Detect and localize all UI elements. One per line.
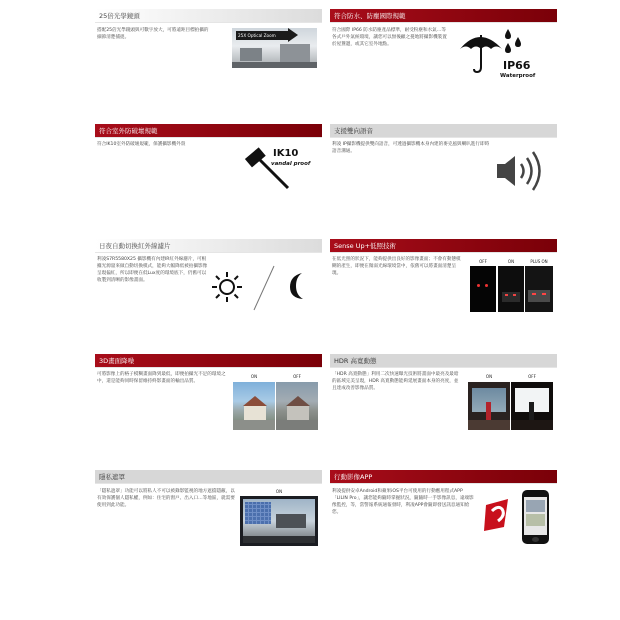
hdr-label-off: OFF — [528, 374, 536, 379]
mobile-app-section — [330, 470, 557, 484]
privacy-mask-desc: 「隱私遮罩」功能可以將私人不可以被錄影監視的地方遮擋隱蔽，以有效保護個人隱私權，例如：住宅的窗戶、出入口…等地區，就需要使用到此功能。 — [97, 489, 235, 508]
sense-up-photo-plus-on — [525, 266, 553, 312]
mobile-app-title: 行動影像APP — [330, 470, 557, 484]
dnr-desc: 可將影像上的格子模糊畫面降到最低，即便拍攝光不足的環境之中，還是能夠同時保留維持終影畫面的輸出品質。 — [97, 372, 226, 384]
sense-up-label-plus-on: PLUS ON — [530, 259, 548, 264]
privacy-mask-title: 隱私遮罩 — [95, 470, 322, 484]
privacy-mask-label-on: ON — [275, 489, 283, 494]
dnr-title: 3D畫面降噪 — [95, 354, 322, 368]
sense-up-title: Sense Up+低照技術 — [330, 239, 557, 253]
lilin-app-icon — [482, 491, 522, 533]
optical-zoom-badge: 25X Optical Zoom — [238, 32, 276, 38]
vandal-desc: 符合IK10室外防破壞規範，保護攝影機外殼 — [97, 142, 186, 147]
dnr-section — [95, 354, 322, 368]
privacy-mask-section — [95, 470, 322, 484]
waterproof-section — [330, 9, 557, 23]
sense-up-label-off: OFF — [479, 259, 487, 264]
dnr-label-on: ON — [250, 374, 258, 379]
optical-zoom-title: 25倍光學鏡頭 — [95, 9, 322, 23]
optical-zoom-section — [95, 9, 322, 23]
day-night-desc: 利凌S7R5580X25 攝影機有內建IR紅外線濾片，可根據光源量來做自動切換模式，能夠大幅降低被拍攝影像呈現偏紅，所以即便在低Lux度的環境底下，仍舊可以收製到清晰的影像畫面。 — [97, 257, 208, 283]
hdr-title: HDR 高寬動態 — [330, 354, 557, 368]
moon-icon — [284, 270, 314, 302]
mobile-app-desc: 利凌提供安卓Android和蘋果iOS平台可使用的行動應用程式APP「LILIN Pro」，讓您能夠隨時掌握狀況，隨隨時一手影像訊息，遠端影像監控，等，當警報系統通報發時，利凌APP會隨即發送訊息通知給您。 — [332, 489, 474, 515]
sun-icon — [210, 270, 244, 304]
two-way-audio-title: 支援雙向語音 — [330, 124, 557, 138]
vandal-section — [95, 124, 322, 138]
privacy-mask-photo — [240, 496, 318, 546]
sense-up-photo-on — [498, 266, 524, 312]
dnr-photo-off — [276, 382, 318, 430]
ip66-code: IP66 — [503, 59, 531, 72]
dnr-label-off: OFF — [293, 374, 301, 379]
hdr-photo-off — [511, 382, 553, 430]
ik10-code: IK10 — [273, 148, 299, 159]
speaker-icon — [495, 148, 551, 194]
day-night-section — [95, 239, 322, 253]
day-night-title: 日夜自動切換紅外線濾片 — [95, 239, 322, 253]
waterproof-desc: 符合國際 IP66 防水防塵產品標準，耐受粉塵和水氣…等各式戶外氣候環境，讓您可以無後顧之憂地將攝影機裝置於屋簷邊，或其它室外地點。 — [332, 28, 447, 47]
two-way-audio-desc: 利凌 IP攝影機提供雙向語音，可透過攝影機本身內建的麥克風與喇叭進行即時語音溝通。 — [332, 142, 490, 154]
vandal-proof-label: vandal proof — [271, 161, 311, 167]
sense-up-label-on: ON — [507, 259, 515, 264]
sense-up-photo-off — [470, 266, 496, 312]
hdr-label-on: ON — [485, 374, 493, 379]
two-way-audio-section — [330, 124, 557, 138]
hdr-photo-on — [468, 382, 510, 430]
hdr-section — [330, 354, 557, 368]
vandal-title: 符合室外防破壞規範 — [95, 124, 322, 138]
optical-zoom-desc: 搭配25倍光學鏡頭與可數字放大，可將遠距目標拍攝的細節清楚捕捉。 — [97, 28, 209, 40]
sense-up-desc: 在低光照的狀況下，能夠提供出良好的影像畫面；不會有動態模糊的產生，即便在微弱光線環境當中，依舊可以將畫面清楚呈現。 — [332, 257, 461, 276]
divider-slash — [252, 264, 276, 312]
smartphone-icon — [522, 490, 549, 544]
waterproof-title: 符合防水、防塵國際規範 — [330, 9, 557, 23]
hdr-desc: 「HDR 高寬動態」利用二次快速曝光技術將畫面中最亮及最暗的區域完美呈現，HDR 高寬動態能夠延展畫面本身的亮度，並且達成改善影像品質。 — [332, 372, 459, 391]
dnr-photo-on — [233, 382, 275, 430]
optical-zoom-photo — [232, 28, 317, 68]
sense-up-section — [330, 239, 557, 253]
waterproof-label: Waterproof — [500, 73, 536, 79]
